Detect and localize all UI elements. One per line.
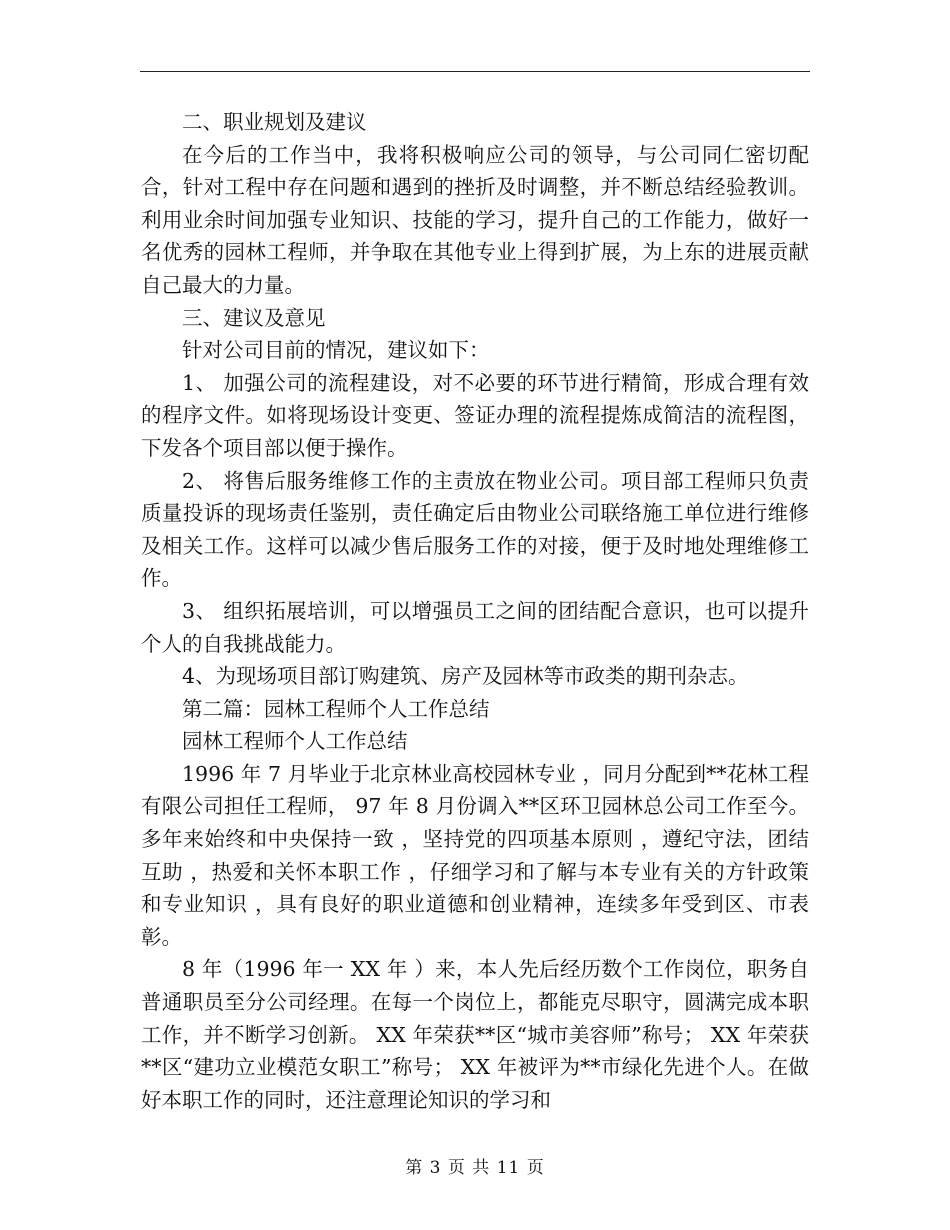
document-body (141, 106, 809, 1116)
paragraph: 三、建议及意见 (182, 305, 326, 330)
paragraph: 园林工程师个人工作总结 (182, 729, 408, 754)
paragraph: 在今后的工作当中，我将积极响应公司的领导，与公司同仁密切配合，针对工程中存在问题和遇到的挫折及时调整，并不断总结经验教训。利用业余时间加强专业知识、技能的学习，提升自己的工作能力，做好一名优秀的园林工程师，并争取在其他专业上得到扩展，为上东的进展贡献自己最大的力量。 (141, 142, 809, 297)
paragraph: 二、职业规划及建议 (182, 110, 367, 134)
header-rule (140, 71, 810, 72)
paragraph: 3、 组织拓展培训，可以增强员工之间的团结配合意识，也可以提升个人的自我挑战能力。 (141, 598, 809, 656)
paragraph: 4、为现场项目部订购建筑、房产及园林等市政类的期刊杂志。 (182, 664, 749, 689)
paragraph: 1996 年 7 月毕业于北京林业高校园林专业 ，同月分配到**花林工程有限公司担任工程师， 97 年 8 月份调入**区环卫园林总公司工作至今。多年来始终和中央保持一致 ，坚持党的四项基本原则 ，遵纪守法，团结互助 ，热爱和关怀本职工作 ，仔细学习和了解与本专业有关的方针政策和专业知识 ，具有良好的职业道德和创业精神，连续多年受到区、市表彰。 (141, 761, 809, 949)
paragraph: 第二篇：园林工程师个人工作总结 (182, 696, 490, 721)
paragraph: 8 年（1996 年一 XX 年 ）来，本人先后经历数个工作岗位，职务自普通职员至分公司经理。在每一个岗位上，都能克尽职守，圆满完成本职工作，并不断学习创新。 XX 年荣获**区“城市美容师”称号； XX 年荣获**区“建功立业模范女职工”称号； XX 年被评为**市绿化先进个人。在做好本职工作的同时，还注意理论知识的学习和 (141, 957, 809, 1112)
paragraph: 1、 加强公司的流程建设，对不必要的环节进行精简，形成合理有效的程序文件。如将现场设计变更、签证办理的流程提炼成简洁的流程图，下发各个项目部以便于操作。 (141, 370, 809, 460)
paragraph: 2、 将售后服务维修工作的主责放在物业公司。项目部工程师只负责质量投诉的现场责任鉴别，责任确定后由物业公司联络施工单位进行维修及相关工作。这样可以减少售后服务工作的对接，便于及时地处理维修工作。 (141, 468, 809, 591)
paragraph: 针对公司目前的情况，建议如下： (182, 338, 490, 363)
page-footer: 第 3 页 共 11 页 (405, 1158, 545, 1178)
